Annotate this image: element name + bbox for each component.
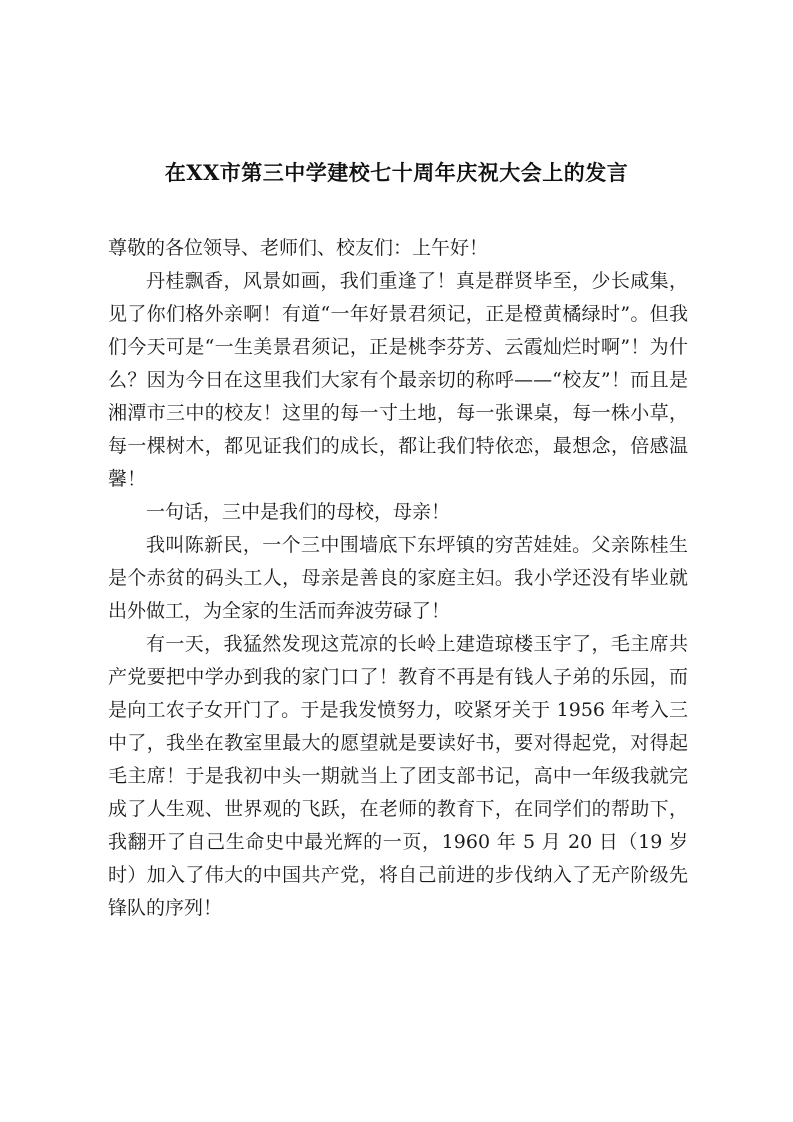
greeting-paragraph: 尊敬的各位领导、老师们、校友们：上午好！	[108, 237, 489, 259]
body-paragraph: 丹桂飘香，风景如画，我们重逢了！真是群贤毕至，少长咸集，见了你们格外亲啊！有道“一年好景君须记，正是橙黄橘绿时”。但我们今天可是“一生美景君须记，正是桃李芬芳、云霞灿烂时啊”！为什么？因为今日在这里我们大家有个最亲切的称呼——“校友”！而且是湘潭市三中的校友！这里的每一寸土地，每一张课桌，每一株小草，每一棵树木，都见证我们的成长，都让我们特依恋，最想念，倍感温馨！	[108, 270, 688, 490]
body-paragraph: 我叫陈新民，一个三中围墙底下东坪镇的穷苦娃娃。父亲陈桂生是个赤贫的码头工人，母亲是善良的家庭主妇。我小学还没有毕业就出外做工，为全家的生活而奔波劳碌了！	[108, 534, 688, 622]
document-body	[108, 232, 688, 925]
document-title: 在XX市第三中学建校七十周年庆祝大会上的发言	[164, 160, 629, 185]
body-paragraph: 一句话，三中是我们的母校，母亲！	[146, 501, 451, 523]
body-paragraph: 有一天，我猛然发现这荒凉的长岭上建造琼楼玉宇了，毛主席共产党要把中学办到我的家门口了！教育不再是有钱人子弟的乐园，而是向工农子女开门了。于是我发愤努力，咬紧牙关于 1956 年考入三中了，我坐在教室里最大的愿望就是要读好书，要对得起党，对得起毛主席！于是我初中头一期就当上了团支部书记，高中一年级我就完成了人生观、世界观的飞跃，在老师的教育下，在同学们的帮助下，我翻开了自己生命史中最光辉的一页，1960 年 5 月 20 日（19 岁时）加入了伟大的中国共产党，将自己前进的步伐纳入了无产阶级先锋队的序列！	[108, 633, 688, 919]
